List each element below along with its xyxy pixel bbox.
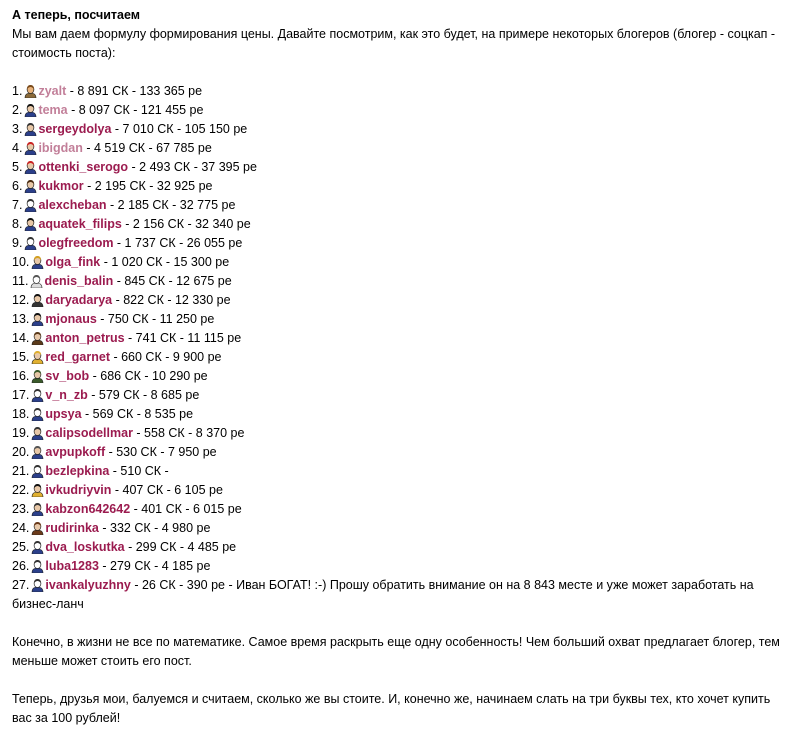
rank-number: 5. xyxy=(12,160,23,174)
userpic-icon[interactable] xyxy=(31,578,44,592)
username-link[interactable]: olga_fink xyxy=(45,255,101,269)
intro-paragraph: Мы вам даем формулу формирования цены. Давайте посмотрим, как это будет, на примере некоторых блогеров (блогер - соцкап - стоимость поста): xyxy=(12,27,776,60)
blogger-stats: - 7 010 СК - 105 150 ре xyxy=(111,122,248,136)
userpic-icon[interactable] xyxy=(31,464,44,478)
username-link[interactable]: daryadarya xyxy=(45,293,113,307)
userpic-icon[interactable] xyxy=(24,160,37,174)
blogger-row xyxy=(12,500,792,519)
userpic-icon[interactable] xyxy=(24,179,37,193)
rank-number: 19. xyxy=(12,426,30,440)
username-link[interactable]: ivkudriyvin xyxy=(45,483,112,497)
blogger-row xyxy=(12,101,792,120)
userpic-icon[interactable] xyxy=(31,521,44,535)
blogger-stats: - 4 519 СК - 67 785 ре xyxy=(82,141,212,155)
rank-number: 25. xyxy=(12,540,30,554)
userpic-icon[interactable] xyxy=(31,388,44,402)
userpic-icon[interactable] xyxy=(24,236,37,250)
blogger-stats: - 2 185 СК - 32 775 ре xyxy=(106,198,236,212)
username-link[interactable]: zyalt xyxy=(38,84,67,98)
rank-number: 16. xyxy=(12,369,30,383)
userpic-icon[interactable] xyxy=(31,540,44,554)
userpic-icon[interactable] xyxy=(24,217,37,231)
username-link[interactable]: denis_balin xyxy=(44,274,114,288)
blogger-stats: - 1 737 СК - 26 055 ре xyxy=(113,236,243,250)
rank-number: 20. xyxy=(12,445,30,459)
blogger-row xyxy=(12,253,792,272)
blogger-row xyxy=(12,386,792,405)
blogger-stats: - 2 493 СК - 37 395 ре xyxy=(128,160,257,174)
blogger-stats: - 686 СК - 10 290 ре xyxy=(89,369,208,383)
rank-number: 3. xyxy=(12,122,23,136)
spacer xyxy=(12,671,792,690)
username-link[interactable]: mjonaus xyxy=(45,312,97,326)
blogger-stats: - 660 СК - 9 900 ре xyxy=(110,350,222,364)
blogger-row xyxy=(12,348,792,367)
blogger-row xyxy=(12,519,792,538)
blogger-row xyxy=(12,462,792,481)
rank-number: 22. xyxy=(12,483,30,497)
blogger-row xyxy=(12,139,792,158)
rank-number: 12. xyxy=(12,293,30,307)
rank-number: 1. xyxy=(12,84,23,98)
blogger-row xyxy=(12,120,792,139)
username-link[interactable]: upsya xyxy=(45,407,82,421)
username-link[interactable]: olegfreedom xyxy=(38,236,114,250)
blogger-stats: - 2 195 СК - 32 925 ре xyxy=(83,179,213,193)
rank-number: 2. xyxy=(12,103,23,117)
blogger-stats: - 579 СК - 8 685 ре xyxy=(87,388,200,402)
blogger-stats: - 741 СК - 11 115 ре xyxy=(124,331,242,345)
blogger-stats: - 822 СК - 12 330 ре xyxy=(112,293,231,307)
blogger-row xyxy=(12,424,792,443)
blogger-stats: - 750 СК - 11 250 ре xyxy=(96,312,215,326)
username-link[interactable]: v_n_zb xyxy=(45,388,88,402)
blogger-list xyxy=(12,82,792,614)
blogger-row xyxy=(12,272,792,291)
userpic-icon[interactable] xyxy=(24,122,37,136)
rank-number: 24. xyxy=(12,521,30,535)
rank-number: 23. xyxy=(12,502,30,516)
blogger-stats: - 510 СК - xyxy=(109,464,169,478)
blogger-stats: - 8 891 СК - 133 365 ре xyxy=(66,84,203,98)
blogger-row xyxy=(12,367,792,386)
rank-number: 10. xyxy=(12,255,30,269)
rank-number: 6. xyxy=(12,179,23,193)
blogger-stats: - 407 СК - 6 105 ре xyxy=(111,483,223,497)
rank-number: 21. xyxy=(12,464,30,478)
username-link[interactable]: tema xyxy=(38,103,68,117)
blogger-stats: - 279 СК - 4 185 ре xyxy=(98,559,211,573)
userpic-icon[interactable] xyxy=(24,141,37,155)
userpic-icon[interactable] xyxy=(31,350,44,364)
blogger-row xyxy=(12,443,792,462)
blogger-row xyxy=(12,538,792,557)
userpic-icon[interactable] xyxy=(31,502,44,516)
rank-number: 18. xyxy=(12,407,30,421)
userpic-icon[interactable] xyxy=(31,255,44,269)
rank-number: 13. xyxy=(12,312,30,326)
userpic-icon[interactable] xyxy=(31,369,44,383)
blogger-row xyxy=(12,82,792,101)
rank-number: 15. xyxy=(12,350,30,364)
post-content xyxy=(12,6,792,728)
blogger-stats: - 845 СК - 12 675 ре xyxy=(113,274,232,288)
blogger-row xyxy=(12,234,792,253)
rank-number: 4. xyxy=(12,141,23,155)
username-link[interactable]: aquatek_filips xyxy=(38,217,122,231)
userpic-icon[interactable] xyxy=(31,312,44,326)
blogger-row xyxy=(12,158,792,177)
rank-number: 11. xyxy=(12,274,29,288)
userpic-icon[interactable] xyxy=(30,274,43,288)
userpic-icon[interactable] xyxy=(31,426,44,440)
username-link[interactable]: ivankalyuzhny xyxy=(45,578,131,592)
username-link[interactable]: kukmor xyxy=(38,179,84,193)
rank-number: 26. xyxy=(12,559,30,573)
blogger-stats: - 558 СК - 8 370 ре xyxy=(132,426,245,440)
userpic-icon[interactable] xyxy=(31,483,44,497)
spacer xyxy=(12,614,792,633)
username-link[interactable]: ibigdan xyxy=(38,141,83,155)
blogger-row xyxy=(12,291,792,310)
paragraph-math: Конечно, в жизни не все по математике. Самое время раскрыть еще одну особенность! Чем больший охват предлагает блогер, тем меньше может стоить его пост. xyxy=(12,635,780,668)
username-link[interactable]: ottenki_serogo xyxy=(38,160,129,174)
rank-number: 7. xyxy=(12,198,23,212)
username-link[interactable]: red_garnet xyxy=(45,350,110,364)
blogger-stats: - 1 020 СК - 15 300 ре xyxy=(100,255,230,269)
blogger-stats: - 26 СК - 390 ре - Иван БОГАТ! :-) Прошу обратить внимание он на 8 843 месте и уже может заработать на бизнес-ланч xyxy=(12,578,754,611)
username-link[interactable]: alexcheban xyxy=(38,198,107,212)
username-link[interactable]: luba1283 xyxy=(45,559,99,573)
username-link[interactable]: bezlepkina xyxy=(45,464,110,478)
spacer xyxy=(12,63,792,82)
username-link[interactable]: dva_loskutka xyxy=(45,540,125,554)
rank-number: 9. xyxy=(12,236,23,250)
rank-number: 27. xyxy=(12,578,30,592)
blogger-stats: - 530 СК - 7 950 ре xyxy=(105,445,217,459)
userpic-icon[interactable] xyxy=(31,407,44,421)
blogger-stats: - 8 097 СК - 121 455 ре xyxy=(67,103,204,117)
paragraph-conclusion: Теперь, друзья мои, балуемся и считаем, сколько же вы стоите. И, конечно же, начинаем слать на три буквы тех, кто хочет купить вас за 100 рублей! xyxy=(12,692,771,725)
username-link[interactable]: sergeydolya xyxy=(38,122,112,136)
userpic-icon[interactable] xyxy=(24,198,37,212)
blogger-stats: - 2 156 СК - 32 340 ре xyxy=(121,217,251,231)
userpic-icon[interactable] xyxy=(24,103,37,117)
blogger-row xyxy=(12,215,792,234)
blogger-row xyxy=(12,310,792,329)
blogger-stats: - 401 СК - 6 015 ре xyxy=(130,502,242,516)
blogger-stats: - 332 СК - 4 980 ре xyxy=(98,521,211,535)
blogger-row xyxy=(12,196,792,215)
userpic-icon[interactable] xyxy=(31,559,44,573)
username-link[interactable]: sv_bob xyxy=(45,369,90,383)
rank-number: 8. xyxy=(12,217,23,231)
blogger-row xyxy=(12,177,792,196)
userpic-icon[interactable] xyxy=(24,84,37,98)
userpic-icon[interactable] xyxy=(31,445,44,459)
username-link[interactable]: calipsodellmar xyxy=(45,426,133,440)
blogger-row xyxy=(12,405,792,424)
userpic-icon[interactable] xyxy=(31,331,44,345)
rank-number: 17. xyxy=(12,388,30,402)
post-title: А теперь, посчитаем xyxy=(12,8,141,22)
blogger-row xyxy=(12,557,792,576)
username-link[interactable]: anton_petrus xyxy=(45,331,125,345)
blogger-row xyxy=(12,481,792,500)
blogger-row xyxy=(12,329,792,348)
username-link[interactable]: rudirinka xyxy=(45,521,99,535)
blogger-stats: - 299 СК - 4 485 ре xyxy=(124,540,237,554)
blogger-stats: - 569 СК - 8 535 ре xyxy=(81,407,194,421)
username-link[interactable]: avpupkoff xyxy=(45,445,106,459)
blogger-row xyxy=(12,576,792,614)
rank-number: 14. xyxy=(12,331,30,345)
userpic-icon[interactable] xyxy=(31,293,44,307)
username-link[interactable]: kabzon642642 xyxy=(45,502,131,516)
